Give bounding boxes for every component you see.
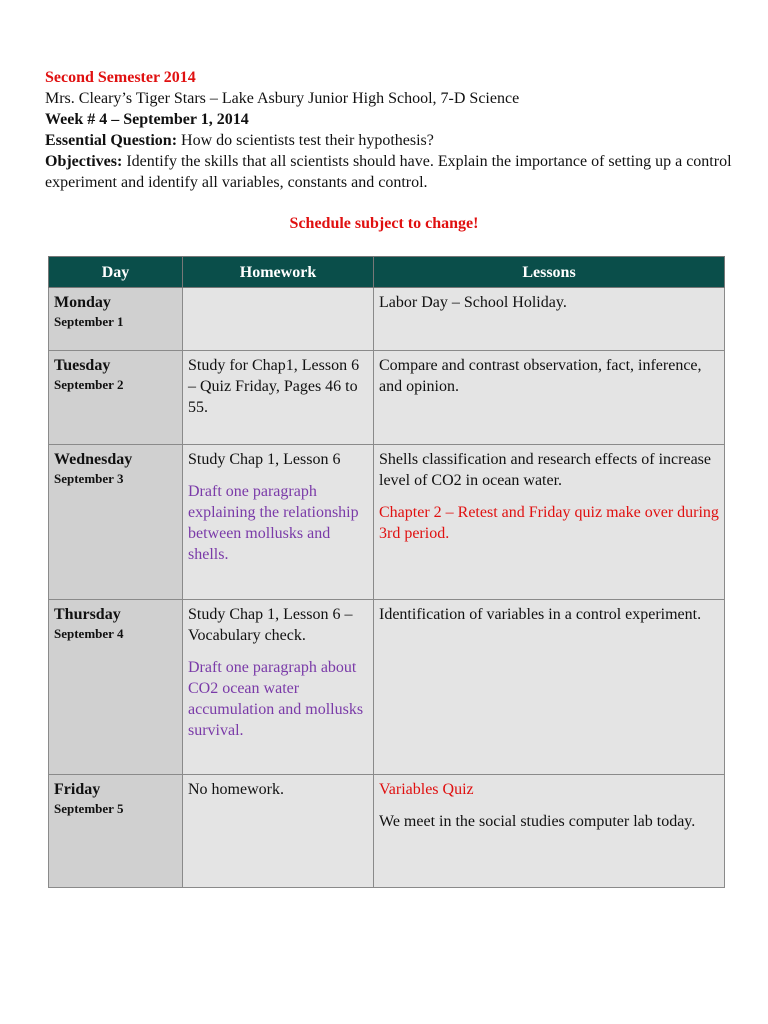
homework-cell xyxy=(183,351,374,445)
lessons-cell xyxy=(374,445,725,600)
homework-text: No homework. xyxy=(188,781,284,798)
day-name: Wednesday xyxy=(54,451,133,468)
lesson-text: Shells classification and research effects of increase level of CO2 in ocean water. xyxy=(379,451,711,489)
lesson-text: Labor Day – School Holiday. xyxy=(379,294,567,311)
col-header-homework: Homework xyxy=(183,257,374,288)
day-cell xyxy=(49,288,183,351)
class-line: Mrs. Cleary’s Tiger Stars – Lake Asbury Junior High School, 7-D Science xyxy=(45,90,520,107)
day-cell xyxy=(49,775,183,888)
table-row xyxy=(49,775,725,888)
day-date: September 2 xyxy=(54,377,124,392)
homework-assignment: Draft one paragraph about CO2 ocean water accumulation and mollusks survival. xyxy=(188,659,364,739)
essential-question-text: How do scientists test their hypothesis? xyxy=(177,132,434,149)
day-date: September 1 xyxy=(54,314,124,329)
lessons-cell xyxy=(374,351,725,445)
lessons-cell xyxy=(374,775,725,888)
schedule-notice: Schedule subject to change! xyxy=(289,215,479,232)
col-header-lessons: Lessons xyxy=(374,257,725,288)
lesson-note: Chapter 2 – Retest and Friday quiz make over during 3rd period. xyxy=(379,504,719,542)
lessons-cell xyxy=(374,600,725,775)
homework-cell xyxy=(183,775,374,888)
essential-question-label: Essential Question: xyxy=(45,132,178,149)
day-name: Thursday xyxy=(54,606,121,623)
table-row xyxy=(49,600,725,775)
table-row xyxy=(49,351,725,445)
essential-question xyxy=(45,130,735,151)
day-cell xyxy=(49,351,183,445)
homework-text: Study for Chap1, Lesson 6 – Quiz Friday, Pages 46 to 55. xyxy=(188,357,360,416)
day-name: Friday xyxy=(54,781,101,798)
col-header-day: Day xyxy=(49,257,183,288)
objectives-label: Objectives: xyxy=(45,153,123,170)
day-name: Monday xyxy=(54,294,111,311)
semester-title: Second Semester 2014 xyxy=(45,69,196,86)
day-date: September 5 xyxy=(54,801,124,816)
schedule-table xyxy=(48,256,725,888)
homework-assignment: Draft one paragraph explaining the relationship between mollusks and shells. xyxy=(188,483,359,563)
homework-cell xyxy=(183,600,374,775)
day-date: September 4 xyxy=(54,626,124,641)
objectives xyxy=(45,151,735,193)
lesson-quiz: Variables Quiz xyxy=(379,781,474,798)
lessons-cell xyxy=(374,288,725,351)
homework-cell xyxy=(183,288,374,351)
lesson-text: We meet in the social studies computer lab today. xyxy=(379,813,696,830)
day-cell xyxy=(49,600,183,775)
day-name: Tuesday xyxy=(54,357,111,374)
table-header-row xyxy=(49,257,725,288)
lesson-text: Compare and contrast observation, fact, inference, and opinion. xyxy=(379,357,702,395)
lesson-text: Identification of variables in a control experiment. xyxy=(379,606,702,623)
homework-text: Study Chap 1, Lesson 6 – Vocabulary check. xyxy=(188,606,353,644)
week-line: Week # 4 – September 1, 2014 xyxy=(45,111,249,128)
table-row xyxy=(49,445,725,600)
day-cell xyxy=(49,445,183,600)
document-header xyxy=(45,67,735,193)
day-date: September 3 xyxy=(54,471,124,486)
table-row xyxy=(49,288,725,351)
homework-text: Study Chap 1, Lesson 6 xyxy=(188,451,341,468)
objectives-text: Identify the skills that all scientists should have. Explain the importance of setting up a control experiment and identify all variables, constants and control. xyxy=(45,153,732,191)
homework-cell xyxy=(183,445,374,600)
